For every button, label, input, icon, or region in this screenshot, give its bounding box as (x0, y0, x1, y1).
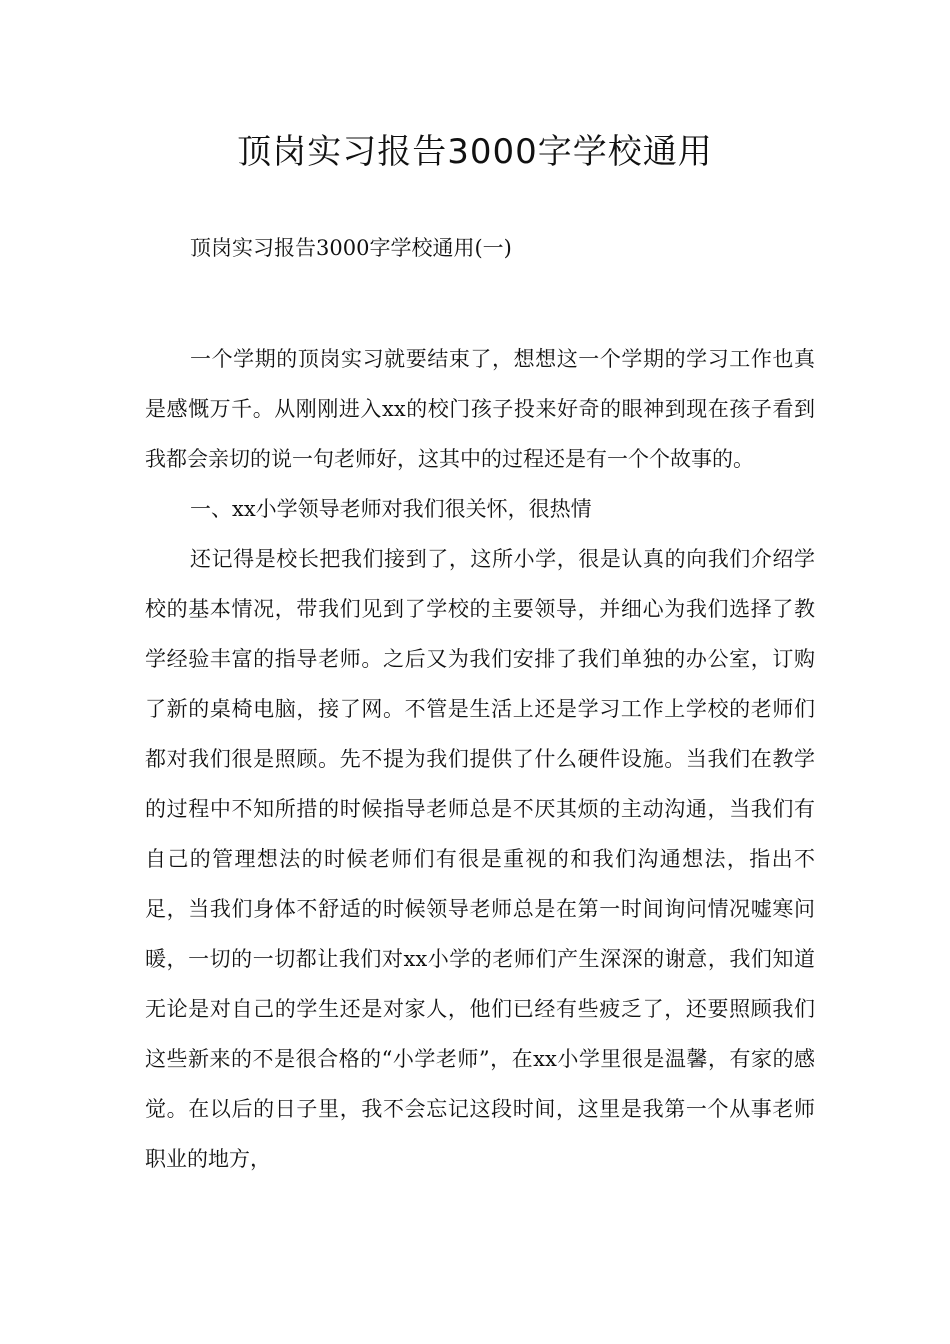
document-subtitle: 顶岗实习报告3000字学校通用(一) (190, 236, 512, 260)
document-body (145, 334, 815, 1184)
document-title: 顶岗实习报告3000字学校通用 (237, 132, 713, 172)
section-heading-1: 一、xx小学领导老师对我们很关怀，很热情 (190, 497, 592, 521)
paragraph-section-1: 还记得是校长把我们接到了，这所小学，很是认真的向我们介绍学校的基本情况，带我们见到了学校的主要领导，并细心为我们选择了教学经验丰富的指导老师。之后又为我们安排了我们单独的办公室，订购了新的桌椅电脑，接了网。不管是生活上还是学习工作上学校的老师们都对我们很是照顾。先不提为我们提供了什么硬件设施。当我们在教学的过程中不知所措的时候指导老师总是不厌其烦的主动沟通，当我们有自己的管理想法的时候老师们有很是重视的和我们沟通想法，指出不足，当我们身体不舒适的时候领导老师总是在第一时间询问情况嘘寒问暖，一切的一切都让我们对xx小学的老师们产生深深的谢意，我们知道无论是对自己的学生还是对家人，他们已经有些疲乏了，还要照顾我们这些新来的不是很合格的“小学老师”，在xx小学里很是温馨，有家的感觉。在以后的日子里，我不会忘记这段时间，这里是我第一个从事老师职业的地方， (145, 547, 815, 1171)
paragraph-intro: 一个学期的顶岗实习就要结束了，想想这一个学期的学习工作也真是感慨万千。从刚刚进入xx的校门孩子投来好奇的眼神到现在孩子看到我都会亲切的说一句老师好，这其中的过程还是有一个个故事的。 (145, 347, 815, 471)
